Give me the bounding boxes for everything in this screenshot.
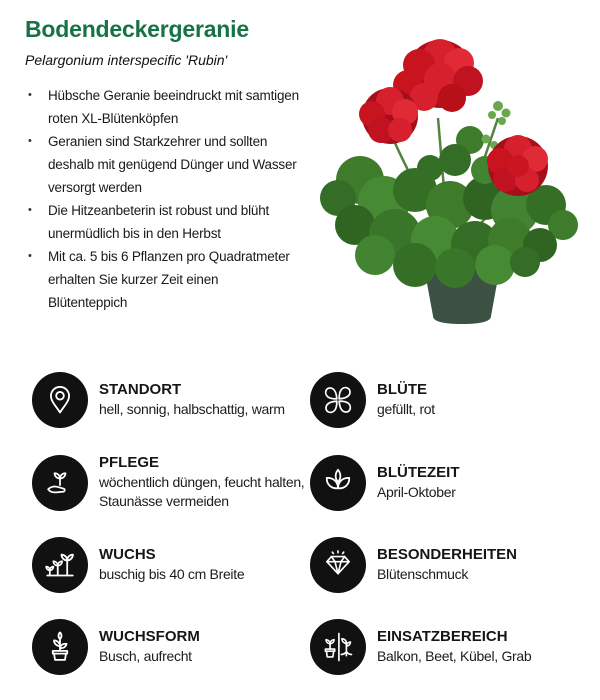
attribute-item-wuchsform [32,619,310,675]
attributes-grid [32,372,592,675]
location-pin-icon [43,383,77,417]
attribute-icon-badge [32,619,88,675]
pots-icon [320,629,356,665]
attribute-label: BLÜTEZEIT [377,463,460,481]
attribute-icon-badge [310,537,366,593]
plant-illustration [300,18,600,348]
bullet-item: • Geranien sind Starkzehrer und sollten deshalb mit genügend Dünger und Wasser versorgt werden [25,130,301,199]
botanical-name: Pelargonium interspecific 'Rubin' [25,52,228,68]
attribute-label: EINSATZBEREICH [377,628,508,645]
attribute-value: April-Oktober [377,483,456,500]
attribute-icon-badge [32,372,88,428]
attribute-value: Blütenschmuck [377,566,469,582]
attribute-label: STANDORT [99,381,182,398]
attribute-icon-badge [32,455,88,511]
attribute-icon-badge [32,537,88,593]
attribute-label: WUCHS [99,546,156,563]
attribute-item-standort [32,372,310,428]
plant-photo [300,18,600,348]
attribute-value: hell, sonnig, halbschattig, warm [99,401,285,417]
hand-sprout-icon [43,466,77,500]
attribute-label: BLÜTE [377,381,427,398]
bullet-list [25,84,301,314]
attribute-item-bluetezeit [310,454,595,511]
attribute-item-pflege [32,454,310,511]
attribute-icon-badge [310,455,366,511]
attribute-icon-badge [310,619,366,675]
attribute-value: buschig bis 40 cm Breite [99,566,245,582]
potted-plant-icon [42,629,78,665]
attribute-value: Balkon, Beet, Kübel, Grab [377,648,532,664]
growth-icon [42,547,78,583]
bullet-item: • Mit ca. 5 bis 6 Pflanzen pro Quadratmeter erhalten Sie kurzer Zeit einen Blütenteppich [25,245,301,314]
attribute-value: gefüllt, rot [377,401,435,417]
attribute-label: WUCHSFORM [99,628,200,645]
bloom-icon [320,465,356,501]
attribute-icon-badge [310,372,366,428]
attribute-item-wuchs [32,537,310,593]
attribute-value: wöchentlich düngen, feucht halten, Staunässe vermeiden [99,474,305,509]
intro-block [25,16,310,314]
attribute-value: Busch, aufrecht [99,648,192,664]
flower-icon [321,383,355,417]
page-title: Bodendeckergeranie [25,16,249,42]
attribute-label: BESONDERHEITEN [377,546,518,563]
attribute-item-besonderheiten [310,537,595,593]
bullet-item: • Die Hitzeanbeterin ist robust und blüht unermüdlich bis in den Herbst [25,199,301,245]
attribute-label: PFLEGE [99,454,160,471]
diamond-icon [320,547,356,583]
attribute-item-einsatzbereich [310,619,595,675]
bullet-item: • Hübsche Geranie beeindruckt mit samtigen roten XL-Blütenköpfen [25,84,301,130]
attribute-item-bluete [310,372,595,428]
